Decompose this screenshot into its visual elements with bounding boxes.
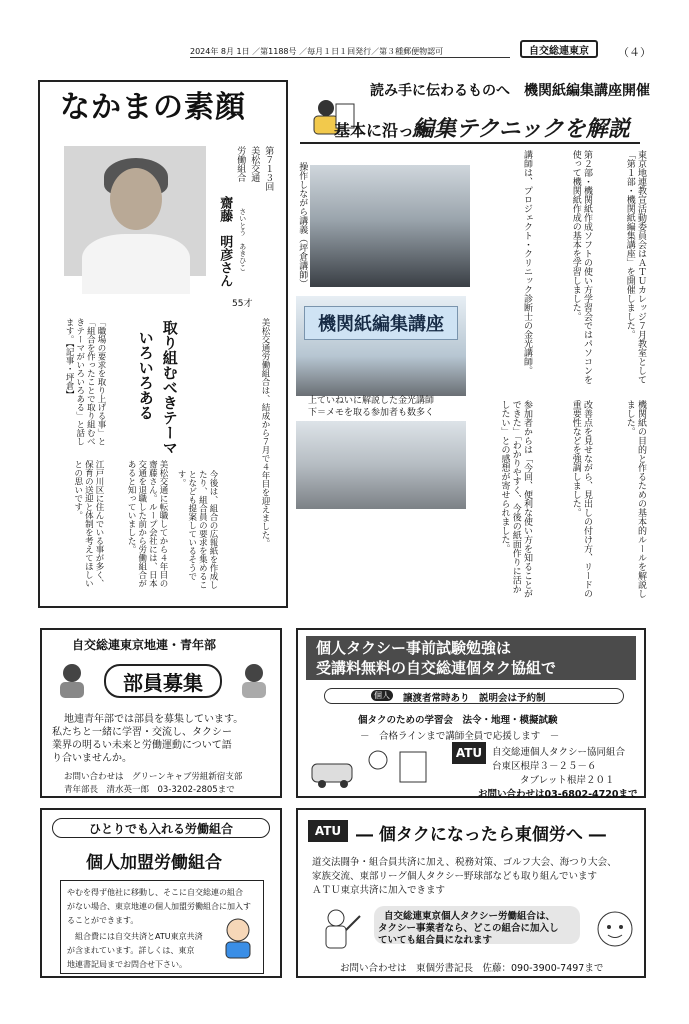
recruit-text: 私たちと一緒に学習・交流し、タクシー (52, 727, 232, 738)
person-name: 齋藤 明彦さん (217, 196, 233, 287)
kotaku-contact: お問い合わせは 東個労書記長 佐藤：090-3900-7497まで (340, 963, 604, 974)
atu-logo: ATU (308, 820, 348, 842)
column-series: 第７１３回 (263, 146, 274, 191)
individual-union-title: 個人加盟労働組合 (86, 853, 222, 873)
kotaku-text: ＡＴＵ東京共済に加入できます (312, 885, 446, 896)
banner-text: 機関紙編集講座 (304, 306, 458, 340)
recruit-text: 業界の明るい未来と労働運動について語 (52, 740, 232, 751)
masthead-logo: 自交総連東京 (520, 40, 598, 58)
kotaku-text: 家族交流、東部リーグ個人タクシー野球部なども取り組んでいます (312, 871, 598, 882)
individual-union-ad (40, 808, 282, 978)
individual-union-text: やむを得ず他社に移動し、そこに自交総連の組合 (67, 888, 243, 897)
recruit-ad (40, 628, 282, 798)
kotaku-pill (374, 906, 580, 944)
column-paragraph: 「職場の要求を取り上げる事」と「組合を作ったことで取り組むべきテーマがいろいろある」と話します。【記事・坪倉】 (64, 318, 106, 446)
exam-course: 個タクのための学習会 法令・地理・模擬試験 (358, 715, 558, 726)
exam-address: タブレット根岸２０１ (520, 775, 615, 786)
exam-notice: 譲渡者常時あり 説明会は予約制 (403, 693, 546, 704)
kojin-exam-ad (296, 628, 646, 798)
photo-caption: 上ていねいに解説した金光講師 下＝メモを取る参加者も数多く (308, 396, 435, 418)
individual-tag: 個人 (371, 690, 393, 701)
feature-paragraph: 機関紙の目的と作るための基本的ルールを解説しました。 (624, 400, 646, 598)
feature-paragraph: 改善点を見せながら、見出しの付け方、リードの重要性などを強調しました。 (570, 400, 592, 598)
recruit-text: り合いませんか。 (52, 753, 132, 764)
recruit-text: 地連青年部では部員を募集しています。 (64, 714, 244, 725)
individual-union-text: ることができます。 (67, 916, 139, 925)
kotaku-ad (296, 808, 646, 978)
exam-banner (306, 636, 636, 680)
header-rule (190, 57, 510, 58)
kotaku-pill-text: タクシー事業者なら、どこの組合に加入し (378, 923, 559, 934)
exam-banner-line: 個人タクシー事前試験勉強は (316, 639, 512, 657)
taxi-driver-icon (308, 742, 438, 794)
feature-kicker: 読み手に伝わるものへ 機関紙編集講座開催 (370, 83, 650, 99)
column-paragraph: 美松交通労働組合は、結成から７月で４年目を迎えました。 (260, 318, 270, 548)
individual-union-header: ひとりでも入れる労働組合 (52, 818, 270, 838)
portrait-photo (64, 146, 206, 276)
worker-icon (218, 916, 258, 964)
driver-face-icon (592, 906, 638, 956)
feature-paragraph: 第２部・機関紙作成ソフトの使い方学習会ではパソコンを使って機関紙作成の基本を学習しました。 (570, 150, 592, 384)
baseball-player-icon (312, 906, 362, 960)
atu-logo: ATU (452, 742, 486, 764)
column-paragraph: 江戸川区に住んでいる事が多く、保育の送迎と体制を考えてほしいとの思いです。 (72, 460, 104, 588)
column-headline-1: 取り組むべきテーマ (160, 320, 179, 455)
kotaku-pill-text: ていても組合員になれます (378, 935, 493, 946)
individual-union-text: 地連書記局までお問合せ下さい。 (67, 960, 187, 969)
lecture-photo (310, 165, 470, 287)
column-union: 労働組合 (235, 146, 246, 182)
column-title: なかまの素顔 (60, 90, 246, 125)
exam-notice-bar (324, 688, 624, 704)
exam-banner-line: 受講料無料の自交総連個タク協組で (316, 659, 557, 678)
kotaku-pill-text: 自交総連東京個人タクシー労働組合は、 (384, 911, 556, 922)
page-number: （４） (618, 46, 651, 59)
exam-phone: お問い合わせは03-6802-4720まで (478, 789, 638, 800)
participants-photo (296, 421, 466, 509)
column-headline-2: いろいろある (136, 330, 155, 420)
recruit-contact: お問い合わせは グリーンキャブ労組新宿支部 (64, 772, 243, 782)
side-caption: 操作しながら講義（坪倉講師） (297, 162, 308, 288)
recruit-contact: 青年部長 清水英一郎 03-3202-2805まで (64, 785, 235, 795)
exam-pass: － 合格ラインまで講師全員で応援します － (360, 731, 560, 742)
feature-paragraph: 参加者からは「今回、便利な使い方を知ることができた」「わかりやすく、今後の紙面作りに活かしたい」との感想が寄せられました。 (499, 400, 532, 598)
person-icon (234, 660, 274, 704)
exam-org: 自交総連個人タクシー協同組合 (492, 747, 626, 758)
feature-title-main: 基本に沿った (334, 121, 431, 140)
recruit-title: 部員募集 (104, 664, 222, 698)
feature-paragraph: 講師は、プロジェクト・クリニック診断士の金光講師。 (522, 150, 532, 375)
column-company: 美松交通 (249, 146, 260, 182)
individual-union-text: 組合費には自交共済とATU東京共済 (67, 932, 203, 941)
individual-union-text: が含まれています。詳しくは、東京 (67, 946, 195, 955)
banner-photo (296, 296, 466, 396)
people-icon (52, 660, 92, 704)
individual-union-text: がない場合、東京地連の個人加盟労働組合に加入す (67, 902, 251, 911)
kotaku-text: 道交法闘争・組合員共済に加え、税務対策、ゴルフ大会、海つり大会、 (312, 857, 617, 868)
feature-rule (300, 142, 640, 144)
person-name-ruby: さいとう あきひこ (238, 208, 247, 271)
column-paragraph: 今後は、組合の広報紙を作成したり、組合員の要求を集めることなども提案しているそうです。 (176, 470, 218, 589)
feature-paragraph: 東京地連教宣活動委員会はＡＴＵカレッジ７月教室として「第１部・機関紙編集講座」を開催しました。 (624, 150, 646, 384)
feature-title-emphasis: 編集テクニックを解説 (412, 117, 630, 142)
issue-line: 2024年 8月 1日 ／第1188号 ／毎月１日１回発行／第３種郵便物認可 (190, 47, 444, 56)
person-age: 55才 (232, 299, 253, 309)
recruit-header: 自交総連東京地連・青年部 (72, 638, 217, 652)
kotaku-title: ― 個タクになったら東個労へ ― (356, 825, 606, 845)
column-paragraph: 美松交通に転職してから４年目の齋藤さん。ループ会社には、日本交通を退職した前から労働組合があると知っていました。 (126, 460, 168, 588)
exam-address: 台東区根岸３－２５－６ (492, 761, 597, 772)
